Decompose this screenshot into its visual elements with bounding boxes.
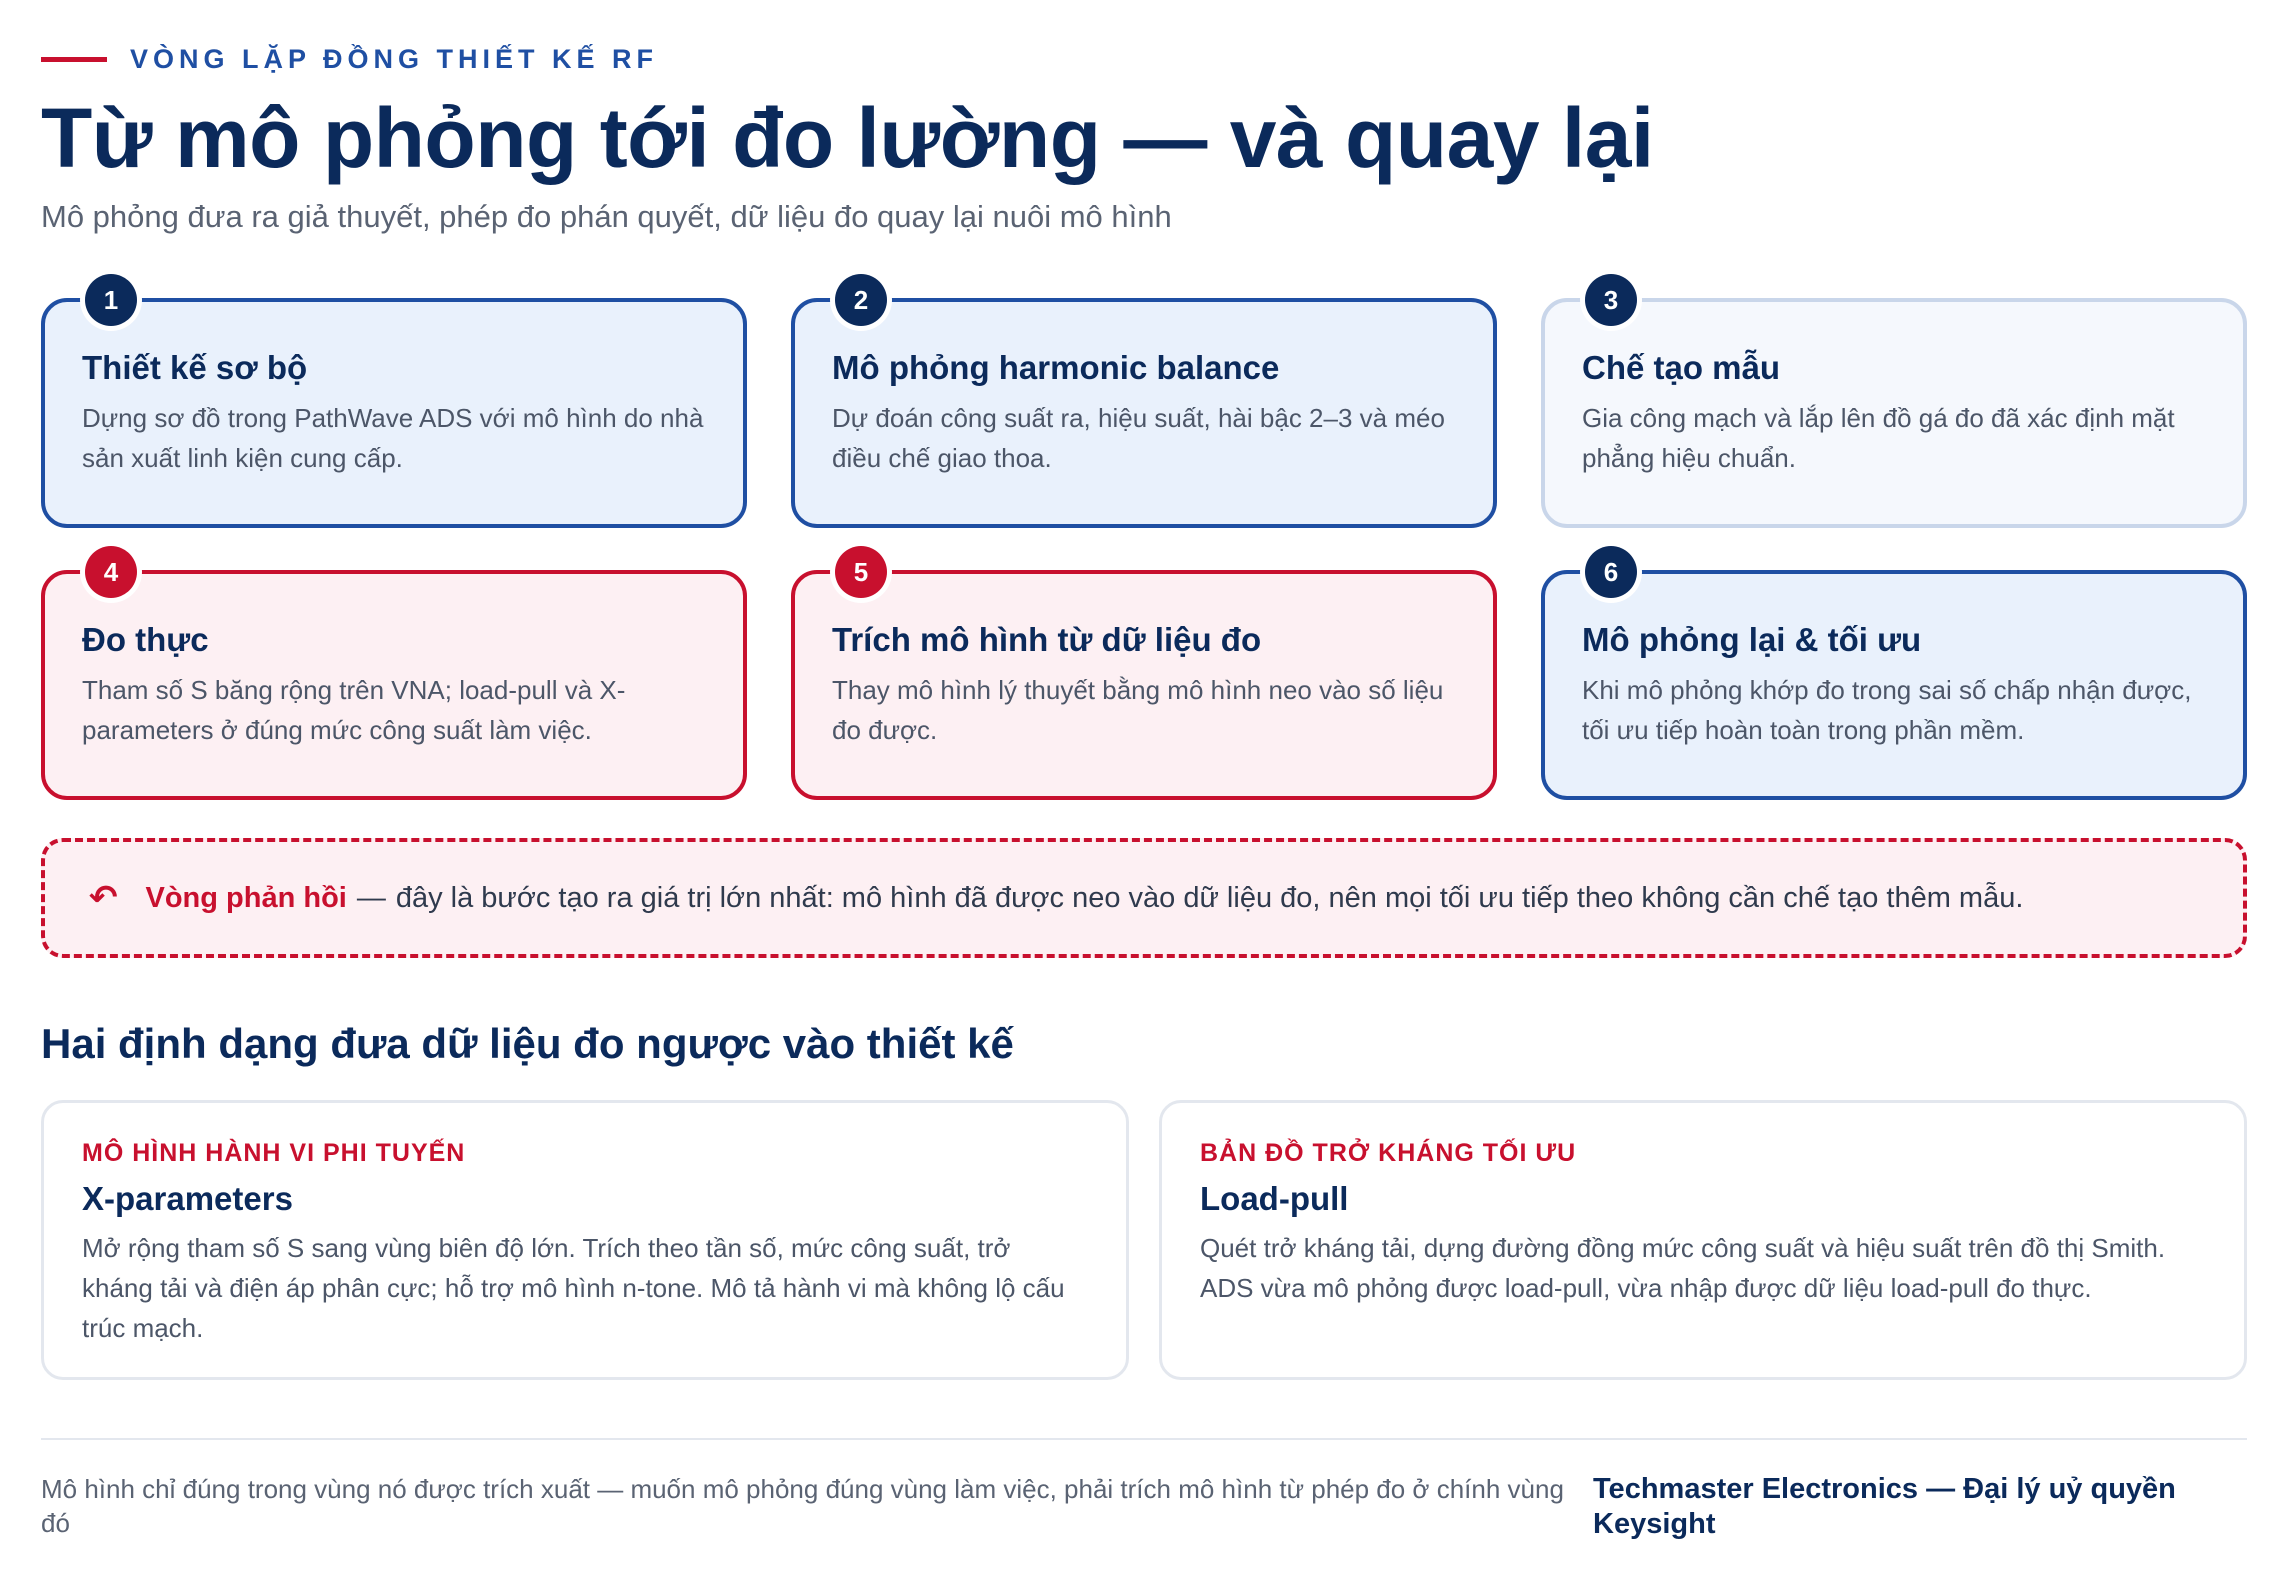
feedback-label: Vòng phản hồi bbox=[145, 881, 347, 914]
undo-arrow-icon: ↶ bbox=[89, 879, 118, 917]
info-card-x-parameters bbox=[41, 1100, 1129, 1380]
step-description: Dựng sơ đồ trong PathWave ADS với mô hình do nhà sản xuất linh kiện cung cấp. bbox=[82, 402, 704, 473]
info-title: X-parameters bbox=[82, 1180, 293, 1217]
step-description: Thay mô hình lý thuyết bằng mô hình neo vào số liệu đo được. bbox=[832, 674, 1444, 745]
step-number-badge: 2 bbox=[835, 274, 887, 326]
step-title: Chế tạo mẫu bbox=[1582, 349, 1781, 386]
feedback-text: đây là bước tạo ra giá trị lớn nhất: mô hình đã được neo vào dữ liệu đo, nên mọi tối ưu tiếp theo không cần chế tạo thêm mẫu. bbox=[395, 881, 2024, 914]
step-number-badge: 5 bbox=[835, 546, 887, 598]
step-number-badge: 1 bbox=[85, 274, 137, 326]
page-subtitle: Mô phỏng đưa ra giả thuyết, phép đo phán quyết, dữ liệu đo quay lại nuôi mô hình bbox=[41, 199, 1172, 234]
feedback-banner bbox=[41, 838, 2247, 958]
step-title: Mô phỏng harmonic balance bbox=[832, 349, 1280, 386]
step-title: Đo thực bbox=[82, 621, 209, 658]
info-text: Mở rộng tham số S sang vùng biên độ lớn. Trích theo tần số, mức công suất, trở kháng tải và điện áp phân cực; hỗ trợ mô hình n-tone. Mô tả hành vi mà không lộ cấu trúc mạch. bbox=[82, 1233, 1065, 1343]
step-title: Thiết kế sơ bộ bbox=[82, 349, 308, 386]
section-title: Hai định dạng đưa dữ liệu đo ngược vào thiết kế bbox=[41, 1020, 1014, 1067]
info-card-load-pull bbox=[1159, 1100, 2247, 1380]
step-card-2 bbox=[791, 284, 1497, 528]
step-title: Mô phỏng lại & tối ưu bbox=[1582, 621, 1922, 658]
info-eyebrow: BẢN ĐỒ TRỞ KHÁNG TỐI ƯU bbox=[1200, 1139, 1577, 1167]
step-description: Dự đoán công suất ra, hiệu suất, hài bậc 2–3 và méo điều chế giao thoa. bbox=[832, 402, 1445, 473]
info-eyebrow: MÔ HÌNH HÀNH VI PHI TUYẾN bbox=[82, 1139, 466, 1167]
step-card-4 bbox=[41, 556, 747, 800]
footer-divider bbox=[41, 1438, 2247, 1440]
kicker: VÒNG LẶP ĐỒNG THIẾT KẾ RF bbox=[130, 44, 659, 74]
step-card-1 bbox=[41, 284, 747, 528]
accent-line bbox=[41, 57, 107, 62]
info-text: Quét trở kháng tải, dựng đường đồng mức công suất và hiệu suất trên đồ thị Smith. ADS vừa mô phỏng được load-pull, vừa nhập được dữ liệu load-pull đo thực. bbox=[1200, 1233, 2166, 1303]
step-description: Gia công mạch và lắp lên đồ gá đo đã xác định mặt phẳng hiệu chuẩn. bbox=[1582, 402, 2175, 473]
step-card-3 bbox=[1541, 284, 2247, 528]
step-title: Trích mô hình từ dữ liệu đo bbox=[832, 621, 1262, 658]
step-card-6 bbox=[1541, 556, 2247, 800]
footer-brand: Techmaster Electronics — Đại lý uỷ quyền Keysight bbox=[1593, 1473, 2176, 1540]
page-title: Từ mô phỏng tới đo lường — và quay lại bbox=[41, 91, 1654, 185]
step-number-badge: 6 bbox=[1585, 546, 1637, 598]
step-number-badge: 3 bbox=[1585, 274, 1637, 326]
step-description: Khi mô phỏng khớp đo trong sai số chấp nhận được, tối ưu tiếp hoàn toàn trong phần mềm. bbox=[1582, 674, 2192, 745]
info-title: Load-pull bbox=[1200, 1180, 1349, 1217]
footer-note: Mô hình chỉ đúng trong vùng nó được trích xuất — muốn mô phỏng đúng vùng làm việc, phải trích mô hình từ phép đo ở chính vùng đó bbox=[41, 1474, 1564, 1538]
step-description: Tham số S băng rộng trên VNA; load-pull và X-parameters ở đúng mức công suất làm việc. bbox=[82, 674, 626, 745]
kicker-row bbox=[41, 44, 658, 75]
step-number-badge: 4 bbox=[85, 546, 137, 598]
step-card-5 bbox=[791, 556, 1497, 800]
feedback-separator: — bbox=[356, 881, 386, 914]
page bbox=[41, 0, 2247, 1576]
